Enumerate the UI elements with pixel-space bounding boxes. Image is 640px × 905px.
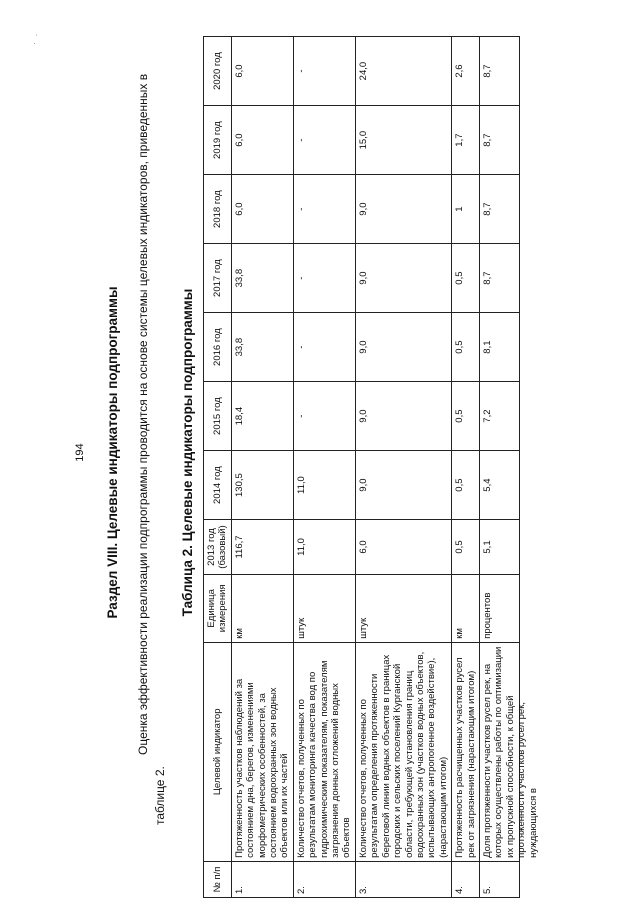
value-2014: 130,5 <box>231 451 293 520</box>
row-indicator: Количество отчетов, полученных по результатам мониторинга качества вод по гидрохимическим показателям, показателям загрязнения донных отложений водных объектов <box>293 642 355 861</box>
value-2015: 18,4 <box>231 382 293 451</box>
value-2018: 9,0 <box>355 175 451 244</box>
col-header-indicator: Целевой индикатор <box>204 642 232 861</box>
col-header-unit: Единица измерения <box>204 574 232 642</box>
value-2019: 8,7 <box>479 106 519 175</box>
value-2014: 5,4 <box>479 451 519 520</box>
value-2014: 11,0 <box>293 451 355 520</box>
row-indicator-text: Доля протяженности участков русел рек, на которых осуществлены работы по оптимизации их пропускной способности, к общей протяженности участков русел рек, нуждающихся в <box>481 646 539 858</box>
col-header-2017: 2017 год <box>204 244 232 313</box>
value-2017: 0,5 <box>452 244 480 313</box>
value-2017: - <box>293 244 355 313</box>
value-2014: 9,0 <box>355 451 451 520</box>
row-num: 1. <box>231 861 293 897</box>
value-2016: 9,0 <box>355 313 451 382</box>
value-2020: 24,0 <box>355 37 451 106</box>
intro-paragraph: Оценка эффективности реализации подпрограммы проводится на основе системы целевых индикаторов, приведенных в таблице 2. <box>136 73 167 825</box>
row-unit: штук <box>293 574 355 642</box>
row-num: 3. <box>355 861 451 897</box>
value-2015: 7,2 <box>479 382 519 451</box>
col-header-num: № п/п <box>204 861 232 897</box>
value-2015: 0,5 <box>452 382 480 451</box>
value-2013: 116,7 <box>231 520 293 575</box>
value-2016: 33,8 <box>231 313 293 382</box>
col-header-2016: 2016 год <box>204 313 232 382</box>
value-2013: 5,1 <box>479 520 519 575</box>
table-row <box>231 37 293 898</box>
value-2017: 33,8 <box>231 244 293 313</box>
value-2019: 15,0 <box>355 106 451 175</box>
row-unit: км <box>231 574 293 642</box>
value-2016: 0,5 <box>452 313 480 382</box>
row-num: 2. <box>293 861 355 897</box>
margin-marks: · . <box>30 31 39 45</box>
value-2018: - <box>293 175 355 244</box>
value-2019: 1,7 <box>452 106 480 175</box>
value-2013: 6,0 <box>355 520 451 575</box>
value-2020: 2,6 <box>452 37 480 106</box>
value-2018: 6,0 <box>231 175 293 244</box>
value-2019: 6,0 <box>231 106 293 175</box>
value-2014: 0,5 <box>452 451 480 520</box>
page-number: 194 <box>74 443 86 462</box>
value-2016: 8,1 <box>479 313 519 382</box>
value-2013: 0,5 <box>452 520 480 575</box>
table-header-row <box>204 37 232 898</box>
table-row <box>293 37 355 898</box>
row-num: 4. <box>452 861 480 897</box>
row-unit: км <box>452 574 480 642</box>
value-2015: - <box>293 382 355 451</box>
col-header-2019: 2019 год <box>204 106 232 175</box>
col-header-2018: 2018 год <box>204 175 232 244</box>
value-2015: 9,0 <box>355 382 451 451</box>
value-2018: 8,7 <box>479 175 519 244</box>
table-row <box>355 37 451 898</box>
table-title: Таблица 2. Целевые индикаторы подпрограммы <box>180 288 195 617</box>
row-indicator: Количество отчетов, полученных по результатам определения протяженности береговой линии водных объектов в границах городских и сельских поселений Курганской области, требующей установления границ водоохранных зон (участков водных объектов, испытывающих антропогенное воздействие), (нарастающим итогом) <box>355 642 451 861</box>
value-2019: - <box>293 106 355 175</box>
value-2016: - <box>293 313 355 382</box>
row-unit: процентов <box>479 574 519 642</box>
table-row <box>452 37 480 898</box>
section-title: Раздел VIII. Целевые индикаторы подпрограммы <box>105 286 120 619</box>
col-header-2014: 2014 год <box>204 451 232 520</box>
col-header-2020: 2020 год <box>204 37 232 106</box>
value-2017: 8,7 <box>479 244 519 313</box>
row-indicator: Протяженность участков наблюдений за состоянием дна, берегов, изменениями морфометрических особенностей, за состоянием водоохранных зон водных объектов или их частей <box>231 642 293 861</box>
value-2018: 1 <box>452 175 480 244</box>
value-2020: 6,0 <box>231 37 293 106</box>
value-2013: 11,0 <box>293 520 355 575</box>
value-2017: 9,0 <box>355 244 451 313</box>
col-header-2015: 2015 год <box>204 382 232 451</box>
value-2020: 8,7 <box>479 37 519 106</box>
row-num: 5. <box>479 861 519 897</box>
table-row <box>479 37 519 898</box>
row-unit: штук <box>355 574 451 642</box>
row-indicator: Протяженность расчищенных участков русел рек от загрязнения (нарастающим итогом) <box>452 642 480 861</box>
indicators-table <box>203 36 539 898</box>
row-indicator <box>479 642 539 861</box>
value-2020: - <box>293 37 355 106</box>
col-header-2013: 2013 год (базовый) <box>204 520 232 575</box>
